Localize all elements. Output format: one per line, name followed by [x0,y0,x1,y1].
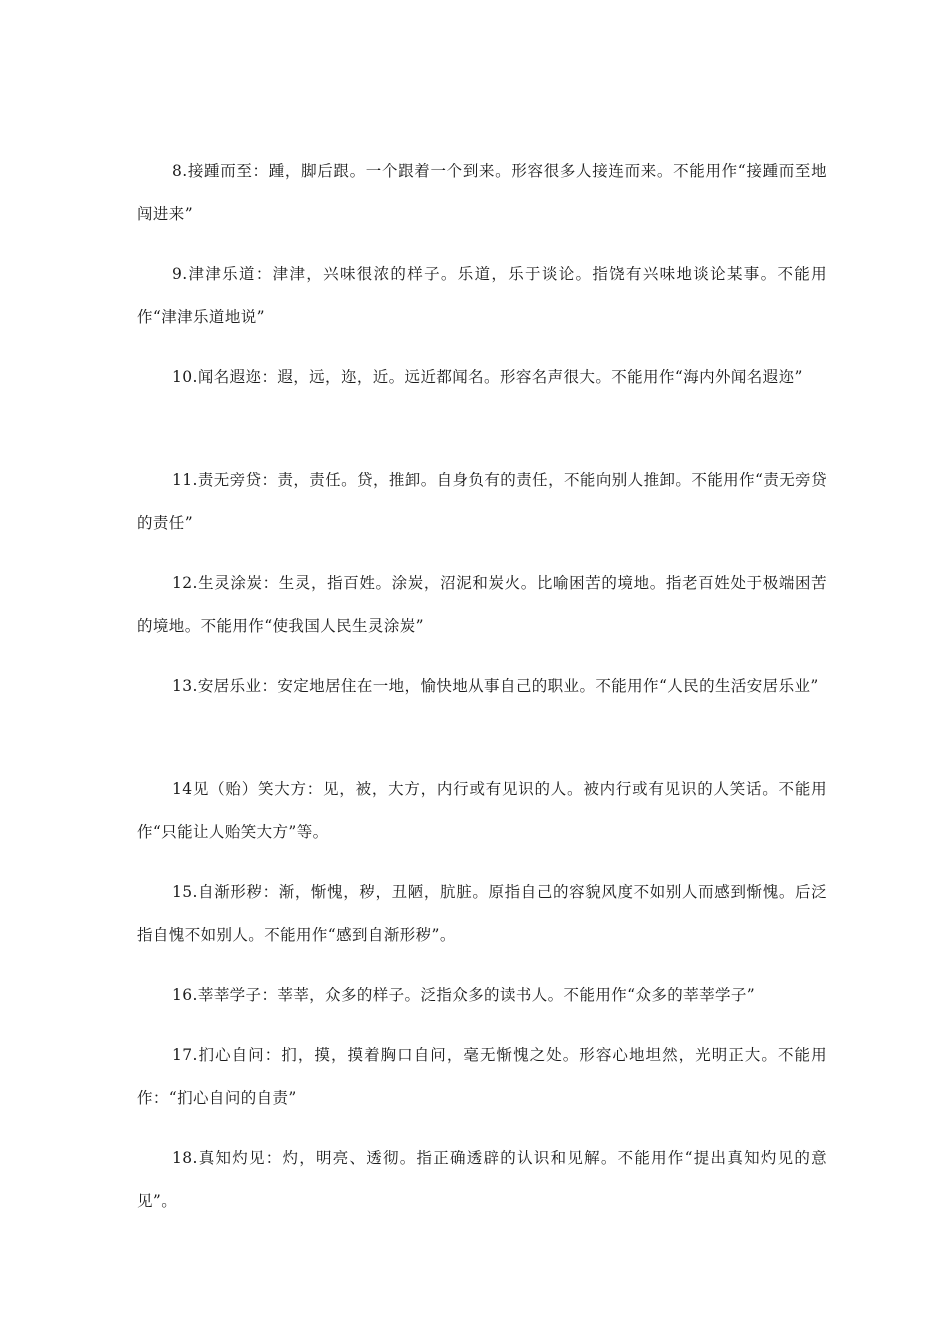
document-body [137,150,827,1240]
idiom-entry-17: 17.扪心自问：扪，摸，摸着胸口自问，毫无惭愧之处。形容心地坦然，光明正大。不能用作：“扪心自问的自责” [137,1046,827,1107]
idiom-entry-11: 11.责无旁贷：责，责任。贷，推卸。自身负有的责任，不能向别人推卸。不能用作“责无旁贷的责任” [137,471,827,532]
idiom-entry-13: 13.安居乐业：安定地居住在一地，愉快地从事自己的职业。不能用作“人民的生活安居乐业” [172,677,819,695]
idiom-entry-10: 10.闻名遐迩：遐，远，迩，近。远近都闻名。形容名声很大。不能用作“海内外闻名遐迩” [172,368,803,386]
idiom-entry-18: 18.真知灼见：灼，明亮、透彻。指正确透辟的认识和见解。不能用作“提出真知灼见的意见”。 [137,1149,827,1210]
idiom-entry-14: 14见（贻）笑大方：见，被，大方，内行或有见识的人。被内行或有见识的人笑话。不能用作“只能让人贻笑大方”等。 [137,780,827,841]
idiom-entry-15: 15.自渐形秽：渐，惭愧，秽，丑陋，肮脏。原指自己的容貌风度不如别人而感到惭愧。后泛指自愧不如别人。不能用作“感到自渐形秽”。 [137,883,827,944]
idiom-entry-9: 9.津津乐道：津津，兴味很浓的样子。乐道，乐于谈论。指饶有兴味地谈论某事。不能用作“津津乐道地说” [137,265,827,326]
idiom-entry-12: 12.生灵涂炭：生灵，指百姓。涂炭，沼泥和炭火。比喻困苦的境地。指老百姓处于极端困苦的境地。不能用作“使我国人民生灵涂炭” [137,574,827,635]
idiom-entry-8: 8.接踵而至：踵，脚后跟。一个跟着一个到来。形容很多人接连而来。不能用作“接踵而至地闯进来” [137,162,827,223]
idiom-entry-16: 16.莘莘学子：莘莘，众多的样子。泛指众多的读书人。不能用作“众多的莘莘学子” [172,986,756,1004]
